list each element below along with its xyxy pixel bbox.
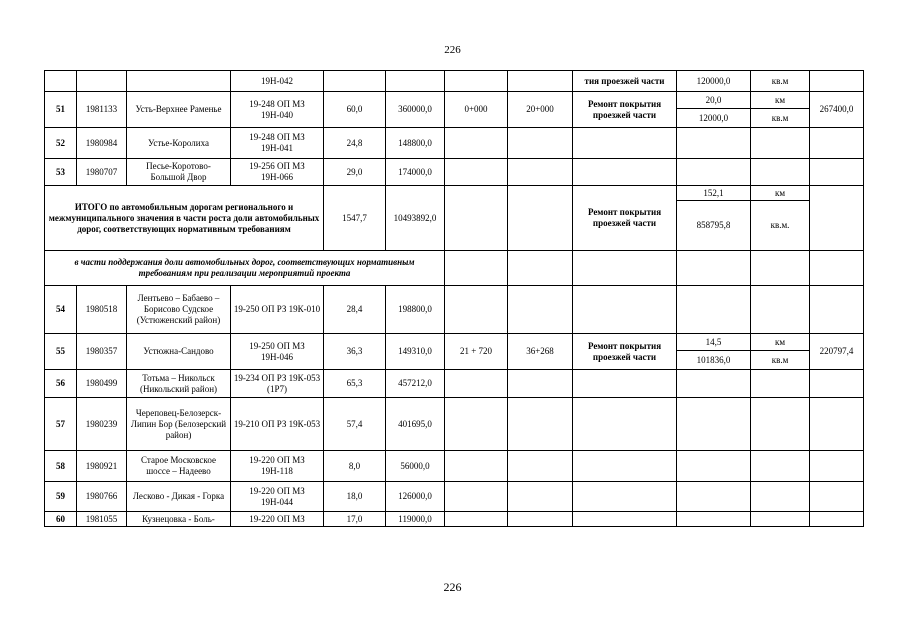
road-name: Кузнецовка - Боль- [127, 512, 231, 527]
cost: 401695,0 [386, 398, 445, 451]
object-code: 1980357 [77, 334, 127, 370]
quantity: 12000,0 [677, 109, 751, 128]
object-code: 1980766 [77, 482, 127, 512]
cost: 119000,0 [386, 512, 445, 527]
total: 267400,0 [810, 92, 864, 128]
object-code: 1981055 [77, 512, 127, 527]
km-from: 0+000 [445, 92, 508, 128]
cost: 10493892,0 [386, 186, 445, 251]
km-to: 20+000 [508, 92, 573, 128]
road-table [44, 70, 864, 527]
road-name: Старое Московское шоссе – Надеево [127, 451, 231, 482]
work-type: Ремонт покрытия проезжей части [573, 92, 677, 128]
object-code: 1980499 [77, 370, 127, 398]
length: 1547,7 [324, 186, 386, 251]
table-row [45, 286, 864, 334]
table-row [45, 128, 864, 159]
work-type: Ремонт покрытия проезжей части [573, 186, 677, 251]
page-number-top: 226 [444, 44, 461, 56]
road-name: Череповец-Белозерск-Липин Бор (Белозерский район) [127, 398, 231, 451]
row-number: 53 [45, 159, 77, 186]
object-code: 1980707 [77, 159, 127, 186]
table-row [45, 370, 864, 398]
road-name: Усть-Верхнее Раменье [127, 92, 231, 128]
unit: км [751, 92, 810, 109]
road-code: 19-234 ОП РЗ 19К-053 (1Р7) [231, 370, 324, 398]
object-code: 1980984 [77, 128, 127, 159]
table-row [45, 451, 864, 482]
cost: 198800,0 [386, 286, 445, 334]
total-row [45, 186, 864, 201]
unit: кв.м [751, 351, 810, 370]
table-row [45, 71, 864, 92]
table-row [45, 512, 864, 527]
object-code: 1980518 [77, 286, 127, 334]
row-number: 58 [45, 451, 77, 482]
length: 8,0 [324, 451, 386, 482]
road-name: Устюжна-Сандово [127, 334, 231, 370]
row-number: 56 [45, 370, 77, 398]
cost: 360000,0 [386, 92, 445, 128]
length: 60,0 [324, 92, 386, 128]
quantity: 858795,8 [677, 201, 751, 251]
row-number: 52 [45, 128, 77, 159]
road-name: Лентьево – Бабаево – Борисово Судское (Устюженский район) [127, 286, 231, 334]
road-name: Тотьма – Никольск (Никольский район) [127, 370, 231, 398]
page-number-bottom: 226 [443, 580, 462, 594]
total: 220797,4 [810, 334, 864, 370]
work-type: Ремонт покрытия проезжей части [573, 334, 677, 370]
length: 29,0 [324, 159, 386, 186]
road-name: Лесково - Дикая - Горка [127, 482, 231, 512]
km-to: 36+268 [508, 334, 573, 370]
unit: кв.м [751, 109, 810, 128]
unit: км [751, 334, 810, 351]
road-code: 19-248 ОП МЗ 19Н-041 [231, 128, 324, 159]
cost: 56000,0 [386, 451, 445, 482]
total-label: ИТОГО по автомобильным дорогам регионального и межмуниципального значения в части роста доли автомобильных дорог, соответствующих нормативным требованиям [45, 186, 324, 251]
road-code: 19-220 ОП МЗ [231, 512, 324, 527]
road-code: 19-220 ОП МЗ 19Н-044 [231, 482, 324, 512]
km-from: 21 + 720 [445, 334, 508, 370]
quantity: 20,0 [677, 92, 751, 109]
road-name: Песье-Коротово-Большой Двор [127, 159, 231, 186]
length: 57,4 [324, 398, 386, 451]
object-code: 1980239 [77, 398, 127, 451]
length: 18,0 [324, 482, 386, 512]
cost: 457212,0 [386, 370, 445, 398]
row-number: 54 [45, 286, 77, 334]
unit: кв.м [751, 71, 810, 92]
cost: 174000,0 [386, 159, 445, 186]
row-number: 55 [45, 334, 77, 370]
row-number: 60 [45, 512, 77, 527]
row-number: 51 [45, 92, 77, 128]
road-code: 19-250 ОП РЗ 19К-010 [231, 286, 324, 334]
cost: 126000,0 [386, 482, 445, 512]
road-code: 19-250 ОП МЗ 19Н-046 [231, 334, 324, 370]
length: 36,3 [324, 334, 386, 370]
table-row [45, 482, 864, 512]
length: 28,4 [324, 286, 386, 334]
road-code: 19-220 ОП МЗ 19Н-118 [231, 451, 324, 482]
work-type: тия проезжей части [573, 71, 677, 92]
section-title: в части поддержания доли автомобильных дорог, соответствующих нормативным требованиям при реализации мероприятий проекта [45, 251, 445, 286]
road-code: 19-256 ОП МЗ 19Н-066 [231, 159, 324, 186]
unit: км [751, 186, 810, 201]
quantity: 152,1 [677, 186, 751, 201]
length: 65,3 [324, 370, 386, 398]
quantity: 120000,0 [677, 71, 751, 92]
table-row [45, 92, 864, 109]
length: 17,0 [324, 512, 386, 527]
road-name: Устье-Королиха [127, 128, 231, 159]
quantity: 14,5 [677, 334, 751, 351]
cost: 148800,0 [386, 128, 445, 159]
section-row [45, 251, 864, 286]
object-code: 1981133 [77, 92, 127, 128]
quantity: 101836,0 [677, 351, 751, 370]
row-number: 57 [45, 398, 77, 451]
unit: кв.м. [751, 201, 810, 251]
table-row [45, 334, 864, 351]
road-code: 19-210 ОП РЗ 19К-053 [231, 398, 324, 451]
road-code: 19-248 ОП МЗ 19Н-040 [231, 92, 324, 128]
table-row [45, 159, 864, 186]
length: 24,8 [324, 128, 386, 159]
cost: 149310,0 [386, 334, 445, 370]
road-code: 19Н-042 [231, 71, 324, 92]
table-row [45, 398, 864, 451]
object-code: 1980921 [77, 451, 127, 482]
row-number: 59 [45, 482, 77, 512]
